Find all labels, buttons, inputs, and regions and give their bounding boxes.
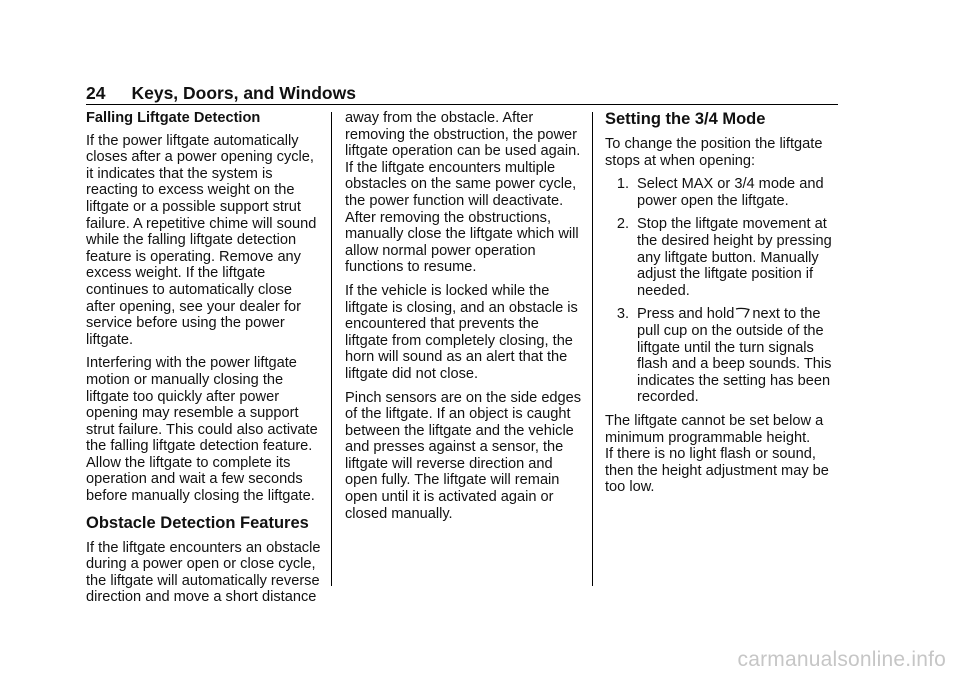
paragraph: away from the obstacle. After removing the obstruction, the power liftgate operation can be used again. If the liftgate encounters multiple obstacles on the same power cycle, the power function will deactivate. After removing the obstructions, manually close the liftgate which will allow normal power operation functions to resume. <box>345 110 581 276</box>
column-2 <box>345 110 583 529</box>
step-text <box>637 306 840 406</box>
watermark: carmanualsonline.info <box>737 648 946 671</box>
paragraph: If there is no light flash or sound, then the height adjustment may be too low. <box>605 446 829 496</box>
paragraph: The liftgate cannot be set below a minimum programmable height. <box>605 412 824 446</box>
step-number: 2. <box>616 216 629 233</box>
paragraph: Pinch sensors are on the side edges of the liftgate. If an object is caught between the liftgate and the vehicle and presses against a sensor, the liftgate will reverse direction and open fully. The liftgate will remain open until it is activated again or closed manually. <box>345 389 582 522</box>
subheading-falling-liftgate: Falling Liftgate Detection <box>86 110 261 126</box>
step-text-pre: Press and hold <box>637 306 735 323</box>
step-text: Stop the liftgate movement at the desired height by pressing any liftgate button. Manually adjust the liftgate position if needed. <box>637 216 832 299</box>
list-item <box>605 176 840 209</box>
heading-obstacle-detection: Obstacle Detection Features <box>86 513 309 532</box>
column-1 <box>86 110 322 613</box>
heading-setting-3-4-mode: Setting the 3/4 Mode <box>605 110 766 128</box>
section-title: Keys, Doors, and Windows <box>131 83 356 103</box>
step-number: 1. <box>616 176 629 193</box>
column-3 <box>605 110 840 503</box>
list-item <box>605 306 840 406</box>
page-header <box>86 82 838 105</box>
list-item <box>605 216 840 299</box>
page-number: 24 <box>86 83 106 103</box>
paragraph: If the vehicle is locked while the liftgate is closing, and an obstacle is encountered that prevents the liftgate from completely closing, the horn will sound as an alert that the liftgate did not close. <box>345 282 578 382</box>
steps-list <box>605 176 840 406</box>
column-divider <box>592 112 593 586</box>
step-number: 3. <box>616 306 629 323</box>
paragraph: To change the position the liftgate stops at when opening: <box>605 136 823 169</box>
paragraph: If the liftgate encounters an obstacle during a power open or close cycle, the liftgate will automatically reverse direction and move a short distance <box>86 539 321 606</box>
paragraph: If the power liftgate automatically closes after a power opening cycle, it indicates that the system is reacting to excess weight on the liftgate or a possible support strut failure. A repetitive chime will sound while the falling liftgate detection feature is operating. Remove any excess weight. If the liftgate continues to automatically close after opening, see your dealer for service before using the power liftgate. <box>86 132 317 348</box>
liftgate-icon <box>735 307 750 319</box>
step-text-post: next to the pull cup on the outside of the liftgate until the turn signals flash and a beep sounds. This indicates the setting has been recorded. <box>637 306 832 406</box>
paragraph: Interfering with the power liftgate motion or manually closing the liftgate too quickly after power opening may resemble a support strut failure. This could also activate the falling liftgate detection feature. Allow the liftgate to complete its operation and wait a few seconds before manually closing the liftgate. <box>86 355 318 505</box>
step-text: Select MAX or 3/4 mode and power open the liftgate. <box>637 176 824 209</box>
column-divider <box>331 112 332 586</box>
